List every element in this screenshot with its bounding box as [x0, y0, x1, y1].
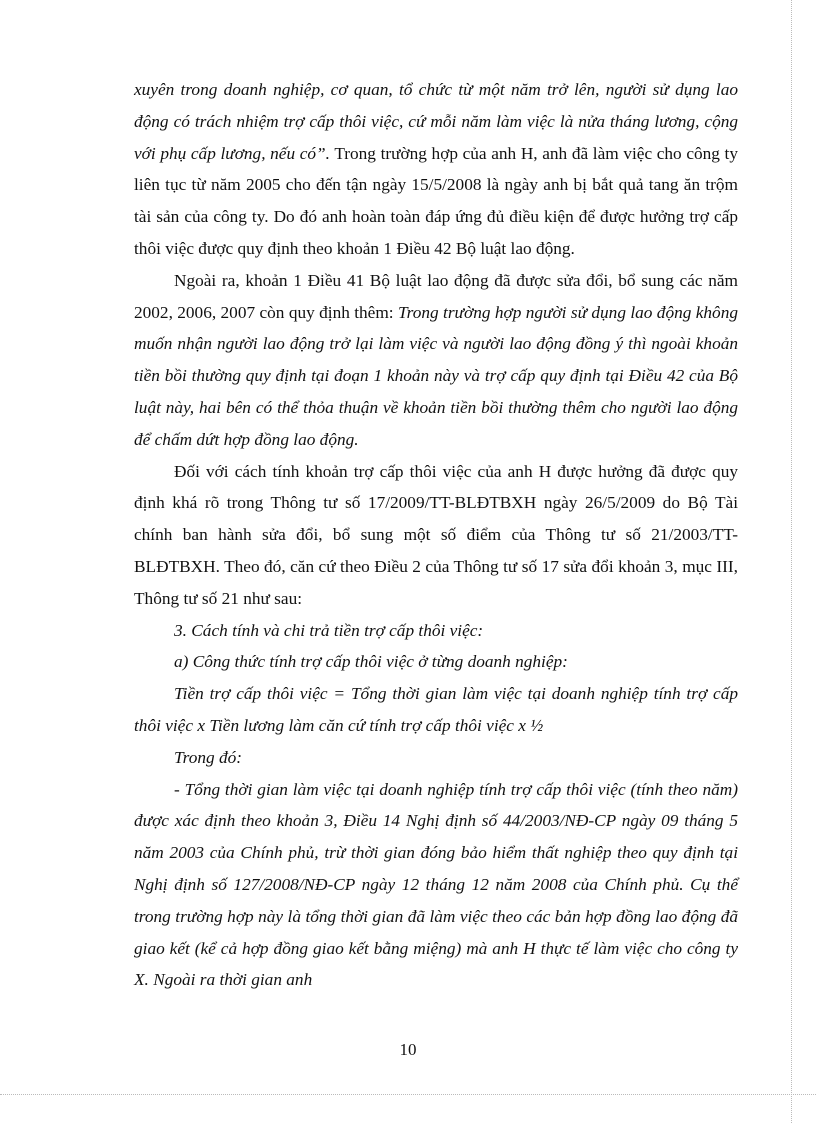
page-number: 10: [399, 1040, 417, 1059]
italic-quote-text: Trong trường hợp người sử dụng lao động không muốn nhận người lao động trở lại làm việc và người lao động đồng ý thì ngoài khoản tiền bồi thường quy định tại đoạn 1 khoản này và trợ cấp quy định tại Điều 42 của Bộ luật này, hai bên có thể thỏa thuận về khoản tiền bồi thường thêm cho người lao động để chấm dứt hợp đồng lao động.: [134, 302, 738, 449]
page-border-right: [791, 0, 792, 1123]
quote-formula: Tiền trợ cấp thôi việc = Tổng thời gian làm việc tại doanh nghiệp tính trợ cấp thôi việc x Tiền lương làm căn cứ tính trợ cấp thôi việc x ½: [134, 684, 738, 735]
document-body: [134, 74, 738, 996]
paragraph-text: Ngoài ra, khoản 1 Điều 41 Bộ luật lao động đã được sửa đổi, bổ sung các năm 2002, 2006, 2007 còn quy định thêm:: [134, 270, 738, 322]
quote-item-a: a) Công thức tính trợ cấp thôi việc ở từng doanh nghiệp:: [174, 652, 568, 672]
page-border-bottom: [0, 1094, 816, 1095]
paragraph-text: Trong trường hợp của anh H, anh đã làm việc cho công ty liên tục từ năm 2005 cho đến tận ngày 15/5/2008 là ngày anh bị bắt quả tang ăn trộm tài sản của công ty. Do đó anh hoàn toàn đáp ứng đủ điều kiện để được hưởng trợ cấp thôi việc được quy định theo khoản 1 Điều 42 Bộ luật lao động.: [134, 143, 739, 258]
paragraph: [134, 265, 738, 456]
paragraph: Đối với cách tính khoản trợ cấp thôi việc của anh H được hưởng đã được quy định khá rõ trong Thông tư số 17/2009/TT-BLĐTBXH ngày 26/5/2009 do Bộ Tài chính ban hành sửa đổi, bổ sung một số điểm của Thông tư số 21/2003/TT-BLĐTBXH. Theo đó, căn cứ theo Điều 2 của Thông tư số 17 sửa đổi khoản 3, mục III, Thông tư số 21 như sau:: [134, 461, 738, 608]
quote-paragraph: - Tổng thời gian làm việc tại doanh nghiệp tính trợ cấp thôi việc (tính theo năm) được xác định theo khoản 3, Điều 14 Nghị định số 44/2003/NĐ-CP ngày 09 tháng 5 năm 2003 của Chính phủ, trừ thời gian đóng bảo hiểm thất nghiệp theo quy định tại Nghị định số 127/2008/NĐ-CP ngày 12 tháng 12 năm 2008 của Chính phủ. Cụ thể trong trường hợp này là tổng thời gian đã làm việc theo các bản hợp đồng lao động đã giao kết (kể cả hợp đồng giao kết bằng miệng) mà anh H thực tế làm việc cho công ty X. Ngoài ra thời gian anh: [134, 779, 738, 990]
paragraph-continuation: [134, 74, 738, 265]
italic-quote-text: xuyên trong doanh nghiệp, cơ quan, tổ chức từ một năm trở lên, người sử dụng lao động có trách nhiệm trợ cấp thôi việc, cứ mỗi năm làm việc là nửa tháng lương, cộng với phụ cấp lương, nếu có”.: [134, 80, 738, 163]
quote-trong-do: Trong đó:: [174, 747, 243, 767]
quote-heading: 3. Cách tính và chi trả tiền trợ cấp thôi việc:: [174, 620, 484, 640]
